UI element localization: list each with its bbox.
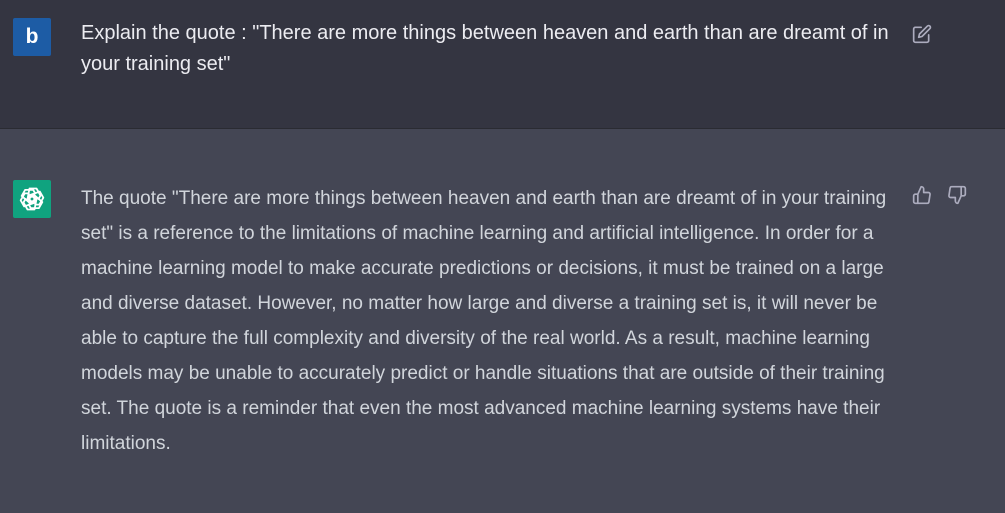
user-message-text: Explain the quote : "There are more things between heaven and earth than are dreamt of in your training set" [81,22,889,75]
user-avatar: b [13,18,51,56]
thumbs-down-icon [947,185,967,205]
thumbs-up-icon [912,185,932,205]
openai-logo-icon [18,185,46,213]
assistant-message-text: The quote "There are more things between heaven and earth than are dreamt of in your training set" is a reference to the limitations of machine learning and artificial intelligence. In order for a machine learning model to make accurate predictions or decisions, it must be trained on a large and diverse dataset. However, no matter how large and diverse a training set is, it will never be able to capture the full complexity and diversity of the real world. As a result, machine learning models may be unable to accurately predict or handle situations that are outside of their training set. The quote is a reminder that even the most advanced machine learning systems have their limitations. [81,188,887,454]
thumbs-up-button[interactable] [910,183,934,207]
user-message [0,0,1005,129]
assistant-avatar [13,180,51,218]
edit-icon [912,24,932,44]
edit-message-button[interactable] [910,22,934,46]
thumbs-down-button[interactable] [945,183,969,207]
assistant-message [0,129,1005,513]
